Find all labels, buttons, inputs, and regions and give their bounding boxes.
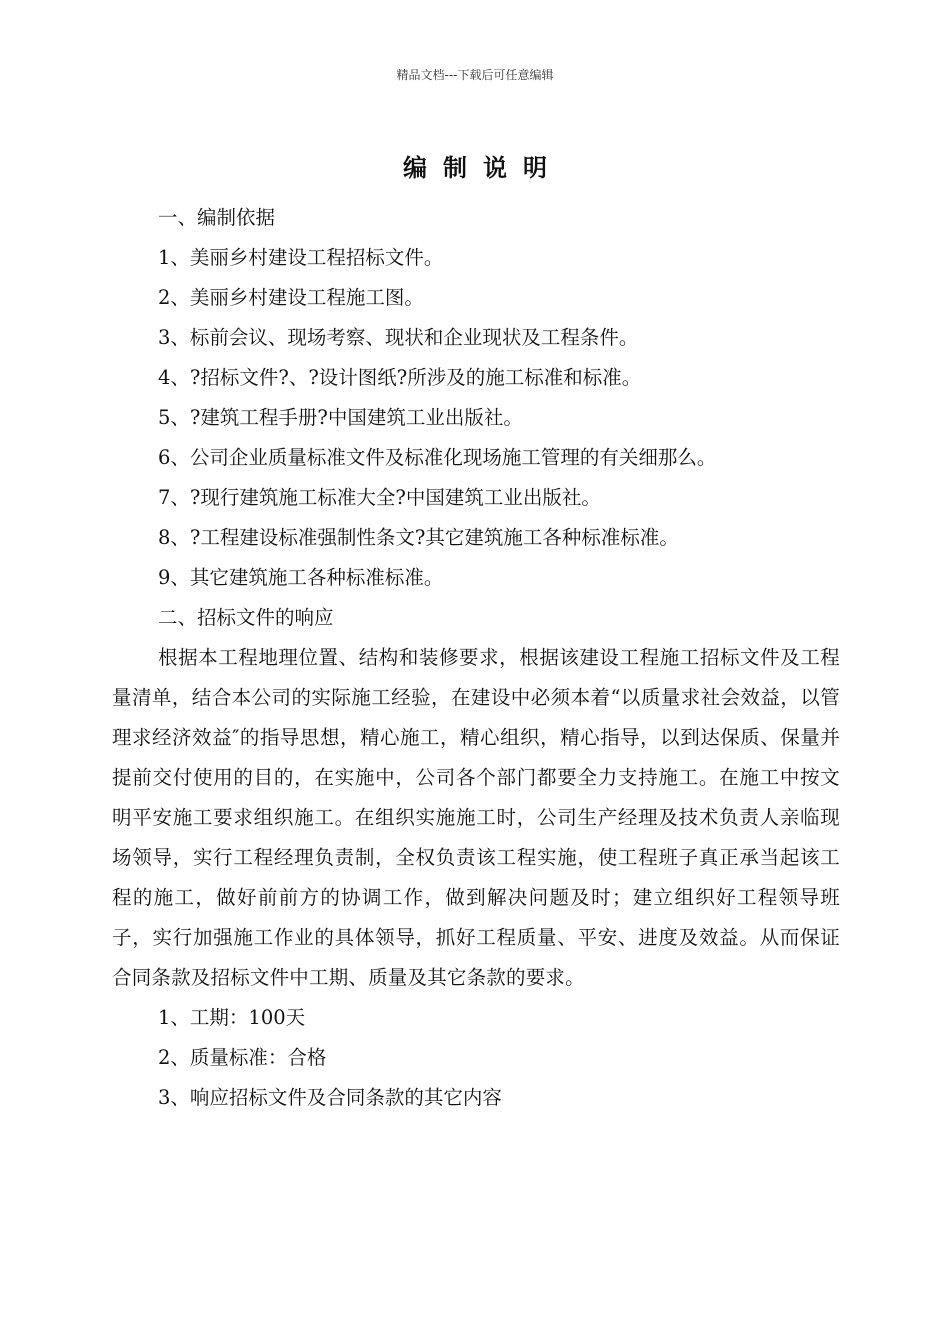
section-heading-response: 二、招标文件的响应 [158, 606, 334, 629]
basis-item: 1、美丽乡村建设工程招标文件。 [158, 246, 444, 269]
basis-item: 4、?招标文件?、?设计图纸?所涉及的施工标准和标准。 [158, 366, 642, 389]
basis-item: 7、?现行建筑施工标准大全?中国建筑工业出版社。 [158, 486, 601, 509]
basis-item: 2、美丽乡村建设工程施工图。 [158, 286, 424, 309]
response-item: 2、质量标准：合格 [158, 1046, 327, 1069]
basis-item: 5、?建筑工程手册?中国建筑工业出版社。 [158, 406, 523, 429]
basis-item: 6、公司企业质量标准文件及标准化现场施工管理的有关细那么。 [158, 446, 717, 469]
response-item: 1、工期：100天 [158, 1006, 306, 1029]
basis-item: 3、标前会议、现场考察、现状和企业现状及工程条件。 [158, 326, 639, 349]
basis-item: 8、?工程建设标准强制性条文?其它建筑施工各种标准标准。 [158, 526, 679, 549]
basis-item: 9、其它建筑施工各种标准标准。 [158, 566, 444, 589]
response-paragraph: 根据本工程地理位置、结构和装修要求，根据该建设工程施工招标文件及工程量清单，结合本公司的实际施工经验，在建设中必须本着“以质量求社会效益，以管理求经济效益″的指导思想，精心施工，精心组织，精心指导，以到达保质、保量并提前交付使用的目的，在实施中，公司各个部门都要全力支持施工。在施工中按文明平安施工要求组织施工。在组织实施施工时，公司生产经理及技术负责人亲临现场领导，实行工程经理负责制，全权负责该工程实施，使工程班子真正承当起该工程的施工，做好前前方的协调工作，做到解决问题及时；建立组织好工程领导班子，实行加强施工作业的具体领导，抓好工程质量、平安、进度及效益。从而保证合同条款及招标文件中工期、质量及其它条款的要求。 [112, 646, 840, 989]
header-note: 精品文档---下载后可任意编辑 [396, 68, 554, 82]
response-item: 3、响应招标文件及合同条款的其它内容 [158, 1086, 502, 1109]
document-body [112, 198, 840, 1118]
section-heading-basis: 一、编制依据 [158, 206, 276, 229]
document-title: 编制说明 [403, 154, 563, 182]
